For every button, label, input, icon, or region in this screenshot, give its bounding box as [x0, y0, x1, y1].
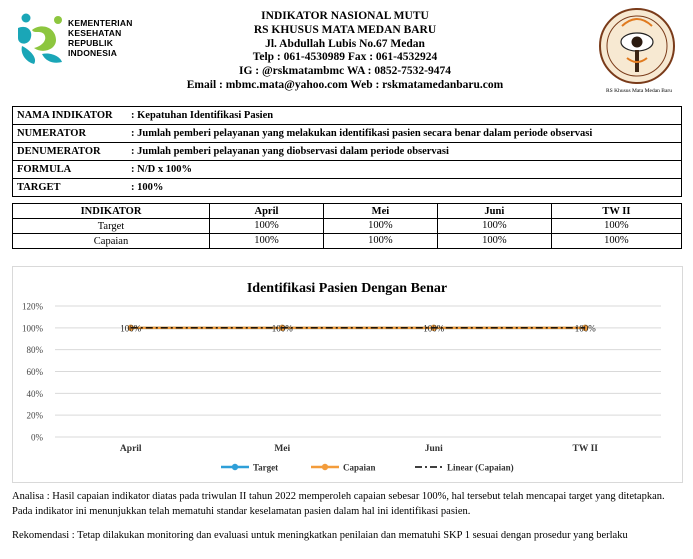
- legend-marker: [322, 464, 328, 470]
- table-cell: 100%: [323, 219, 437, 234]
- chart-gridlines: [55, 306, 661, 437]
- legend-label: Linear (Capaian): [447, 462, 514, 473]
- legend-label: Target: [253, 462, 279, 473]
- indicator-info-table: [12, 106, 682, 197]
- formula-value: : N/D x 100%: [127, 161, 682, 179]
- table-cell: 100%: [551, 219, 681, 234]
- x-tick-label: Juni: [424, 444, 443, 454]
- hospital-address: Jl. Abdullah Lubis No.67 Medan: [265, 37, 425, 50]
- denumerator-value: : Jumlah pemberi pelayanan yang diobservasi dalam periode observasi: [127, 143, 682, 161]
- y-tick-label: 20%: [26, 410, 43, 421]
- formula-label: FORMULA: [13, 161, 128, 179]
- indicator-data-table: [12, 203, 682, 249]
- row-label: Target: [13, 219, 210, 234]
- hospital-social: IG : @rskmatambmc WA : 0852-7532-9474: [238, 65, 452, 78]
- hospital-phone: Telp : 061-4530989 Fax : 061-4532924: [252, 51, 438, 64]
- letterhead: [160, 10, 530, 93]
- rs-logo-caption: RS Khusus Mata Medan Baru: [606, 88, 672, 94]
- info-row: [13, 161, 682, 179]
- kemenkes-name: [68, 18, 133, 58]
- x-tick-label: TW II: [572, 444, 598, 454]
- table-cell: 100%: [437, 234, 551, 249]
- analysis-text: Analisa : Hasil capaian indikator diatas pada triwulan II tahun 2022 memperoleh capaian sebesar 100%, hal tersebut telah mencapai target yang ditetapkan. Pada indikator ini menunjukkan telah mematuhi standar keselamatan pasien dalam hal ini identifikasi pasien.: [12, 491, 665, 517]
- kemenkes-line: KESEHATAN: [68, 28, 122, 38]
- x-axis-ticks: [120, 444, 598, 454]
- hospital-name: RS KHUSUS MATA MEDAN BARU: [253, 23, 437, 36]
- numerator-label: NUMERATOR: [13, 125, 128, 143]
- document-title: INDIKATOR NASIONAL MUTU: [261, 10, 429, 22]
- chart-title: Identifikasi Pasien Dengan Benar: [246, 281, 448, 296]
- kemenkes-logo: [12, 10, 68, 66]
- kemenkes-line: KEMENTERIAN: [68, 18, 133, 28]
- data-label: 100%: [574, 323, 596, 334]
- hospital-contact: Email : mbmc.mata@yahoo.com Web : rskmatamedanbaru.com: [186, 78, 504, 91]
- table-cell: 100%: [210, 234, 324, 249]
- chart-legend: [221, 463, 514, 473]
- table-cell: 100%: [323, 234, 437, 249]
- y-axis-ticks: [22, 302, 44, 443]
- x-tick-label: Mei: [274, 444, 291, 454]
- target-value: : 100%: [127, 179, 682, 197]
- denumerator-label: DENUMERATOR: [13, 143, 128, 161]
- data-label: 100%: [423, 323, 445, 334]
- recommendation-text: Rekomendasi : Tetap dilakukan monitoring dan evaluasi untuk meningkatkan penilaian dan mematuhi SKP 1 sesuai dengan prosedur yang berlaku: [12, 530, 628, 541]
- kemenkes-line: INDONESIA: [68, 48, 118, 58]
- y-tick-label: 100%: [22, 323, 43, 334]
- column-header: Mei: [323, 204, 437, 219]
- column-header: April: [210, 204, 324, 219]
- numerator-value: : Jumlah pemberi pelayanan yang melakukan identifikasi pasien secara benar dalam periode observasi: [127, 125, 682, 143]
- nama-indikator-label: NAMA INDIKATOR: [13, 107, 128, 125]
- data-label: 100%: [120, 323, 142, 334]
- info-row: [13, 125, 682, 143]
- column-header: TW II: [551, 204, 681, 219]
- table-cell: 100%: [210, 219, 324, 234]
- row-label: Capaian: [13, 234, 210, 249]
- y-tick-label: 40%: [26, 388, 43, 399]
- line-chart: [13, 267, 682, 482]
- legend-marker: [232, 464, 238, 470]
- rs-logo: [598, 4, 676, 88]
- info-row: [13, 143, 682, 161]
- x-tick-label: April: [119, 444, 142, 454]
- nama-indikator-value: : Kepatuhan Identifikasi Pasien: [127, 107, 682, 125]
- table-row: [13, 234, 682, 249]
- kemenkes-logo-mark: [18, 14, 62, 65]
- target-label: TARGET: [13, 179, 128, 197]
- info-row: [13, 107, 682, 125]
- table-cell: 100%: [551, 234, 681, 249]
- y-tick-label: 120%: [22, 301, 43, 312]
- kemenkes-line: REPUBLIK: [68, 38, 114, 48]
- y-tick-label: 60%: [26, 367, 43, 377]
- table-row: [13, 219, 682, 234]
- legend-label: Capaian: [343, 462, 376, 473]
- info-row: [13, 179, 682, 197]
- column-header: INDIKATOR: [13, 204, 210, 219]
- y-tick-label: 80%: [26, 345, 43, 356]
- table-cell: 100%: [437, 219, 551, 234]
- data-label: 100%: [271, 323, 293, 334]
- chart-container: [12, 266, 683, 483]
- y-tick-label: 0%: [31, 432, 43, 443]
- column-header: Juni: [437, 204, 551, 219]
- table-header-row: [13, 204, 682, 219]
